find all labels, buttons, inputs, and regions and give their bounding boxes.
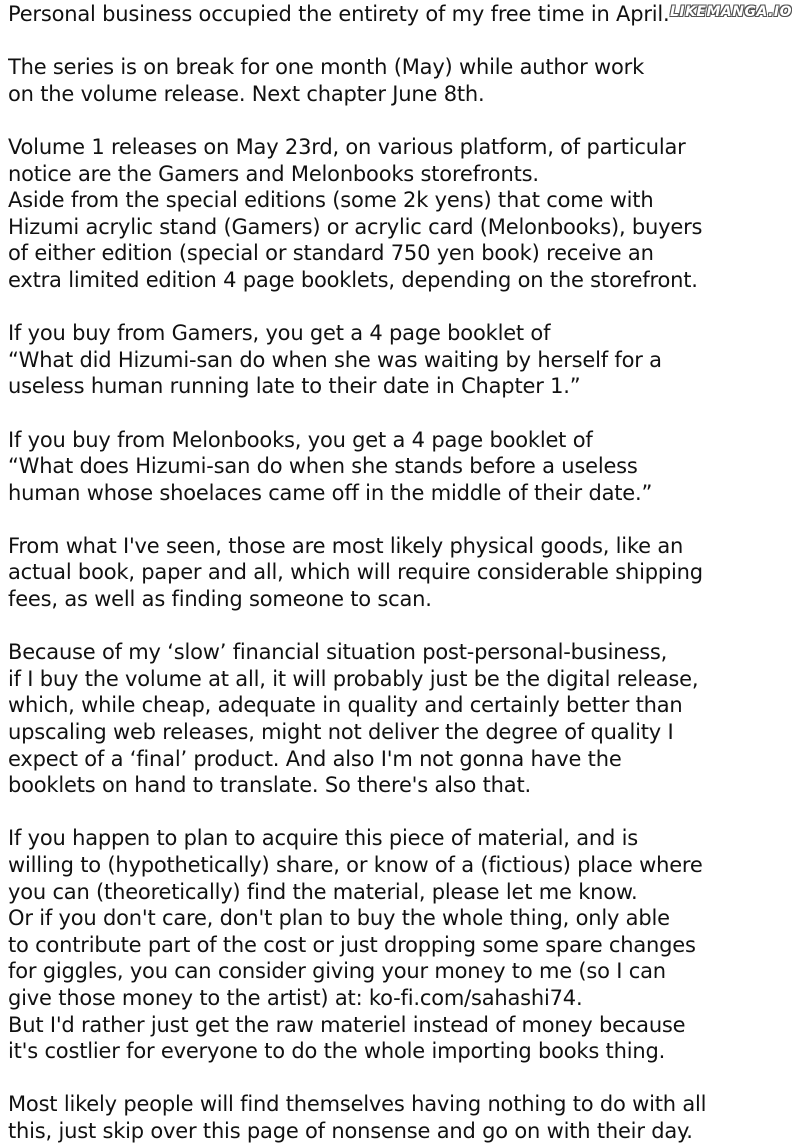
text-line: of either edition (special or standard 750 yen book) receive an: [8, 241, 654, 266]
text-line: Volume 1 releases on May 23rd, on various platform, of particular: [8, 134, 686, 159]
text-line: on the volume release. Next chapter June 8th.: [8, 81, 485, 106]
text-line: for giggles, you can consider giving your money to me (so I can: [8, 959, 666, 984]
text-line: fees, as well as finding someone to scan.: [8, 587, 432, 612]
text-line: upscaling web releases, might not deliver the degree of quality I: [8, 720, 674, 745]
text-line: you can (theoretically) find the material, please let me know.: [8, 879, 638, 904]
paragraph-gamers-booklet: [8, 320, 790, 400]
text-line: From what I've seen, those are most likely physical goods, like an: [8, 533, 684, 558]
paragraph-request: [8, 825, 790, 1064]
text-line: which, while cheap, adequate in quality and certainly better than: [8, 693, 683, 718]
paragraph-volume-release: [8, 134, 790, 294]
text-line: “What does Hizumi-san do when she stands before a useless: [8, 454, 638, 479]
text-line: give those money to the artist) at: ko-fi.com/sahashi74.: [8, 985, 583, 1010]
paragraph-financial-situation: [8, 639, 790, 799]
text-line: expect of a ‘final’ product. And also I'm not gonna have the: [8, 746, 622, 771]
paragraph-break-notice: [8, 54, 790, 107]
text-line: to contribute part of the cost or just dropping some spare changes: [8, 932, 696, 957]
text-line: Because of my ‘slow’ financial situation post-personal-business,: [8, 640, 668, 665]
text-line: If you happen to plan to acquire this piece of material, and is: [8, 826, 638, 851]
text-line: human whose shoelaces came off in the middle of their date.”: [8, 480, 653, 505]
text-line: willing to (hypothetically) share, or know of a (fictious) place where: [8, 853, 703, 877]
text-line: Or if you don't care, don't plan to buy the whole thing, only able: [8, 906, 670, 931]
text-line: actual book, paper and all, which will require considerable shipping: [8, 560, 703, 585]
text-line: The series is on break for one month (May) while author work: [8, 55, 645, 80]
text-line: Most likely people will find themselves having nothing to do with all: [8, 1092, 707, 1117]
paragraph-melonbooks-booklet: [8, 427, 790, 507]
text-line: useless human running late to their date in Chapter 1.”: [8, 374, 581, 399]
watermark: LIKEMANGA.IO: [669, 4, 792, 20]
text-line: notice are the Gamers and Melonbooks storefronts.: [8, 161, 539, 186]
text-line: “What did Hizumi-san do when she was waiting by herself for a: [8, 347, 662, 372]
text-line: this, just skip over this page of nonsense and go on with their day.: [8, 1118, 693, 1143]
text-line: Aside from the special editions (some 2k yens) that come with: [8, 188, 654, 213]
text-line: If you buy from Melonbooks, you get a 4 page booklet of: [8, 427, 593, 452]
text-line: booklets on hand to translate. So there's also that.: [8, 773, 531, 798]
text-line: If you buy from Gamers, you get a 4 page booklet of: [8, 321, 551, 346]
text-line: Hizumi acrylic stand (Gamers) or acrylic card (Melonbooks), buyers: [8, 214, 703, 239]
text-line: Personal business occupied the entirety of my free time in April.: [8, 2, 670, 26]
paragraph-closing: [8, 1091, 790, 1144]
paragraph-physical-goods: [8, 533, 790, 613]
text-line: But I'd rather just get the raw materiel instead of money because: [8, 1012, 686, 1037]
text-line: extra limited edition 4 page booklets, depending on the storefront.: [8, 267, 698, 292]
text-line: if I buy the volume at all, it will probably just be the digital release,: [8, 666, 699, 691]
text-line: it's costlier for everyone to do the whole importing books thing.: [8, 1039, 666, 1064]
